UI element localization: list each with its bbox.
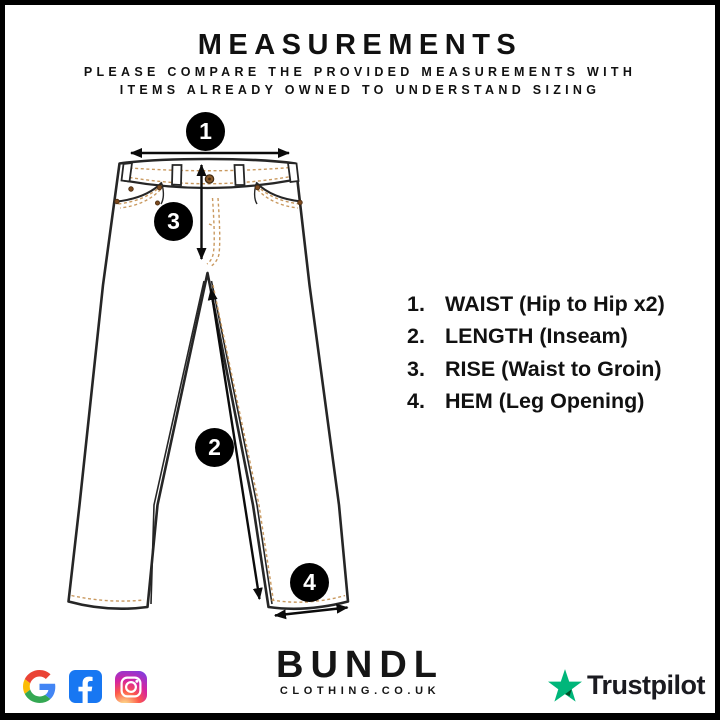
subtitle-line-2: ITEMS ALREADY OWNED TO UNDERSTAND SIZING: [119, 82, 601, 97]
page-title: MEASUREMENTS: [197, 29, 523, 61]
legend-label: LENGTH (Inseam): [445, 324, 628, 349]
measurement-legend: [407, 288, 665, 418]
legend-number: 1.: [407, 291, 425, 316]
legend-number: 3.: [407, 356, 425, 381]
legend-item-length: [407, 321, 665, 354]
callout-length: 2: [195, 428, 234, 467]
subtitle-line-1: PLEASE COMPARE THE PROVIDED MEASUREMENTS WITH: [83, 65, 637, 79]
callout-waist: 1: [186, 112, 225, 151]
jeans-silhouette: [69, 159, 349, 609]
trustpilot-logo[interactable]: [548, 669, 705, 702]
callout-hem: 4: [290, 563, 329, 602]
legend-item-waist: [407, 288, 665, 321]
legend-item-hem: [407, 386, 665, 419]
trustpilot-label: Trustpilot: [587, 670, 705, 700]
legend-number: 4.: [407, 389, 425, 414]
legend-label: RISE (Waist to Groin): [445, 356, 662, 381]
brand-domain: CLOTHING.CO.UK: [279, 685, 441, 697]
legend-label: HEM (Leg Opening): [445, 389, 645, 414]
callout-rise: 3: [154, 202, 193, 241]
legend-item-rise: [407, 353, 665, 386]
trustpilot-star-icon: [548, 669, 582, 702]
legend-label: WAIST (Hip to Hip x2): [445, 291, 665, 316]
brand-name: BUNDL: [276, 644, 444, 686]
legend-number: 2.: [407, 324, 425, 349]
